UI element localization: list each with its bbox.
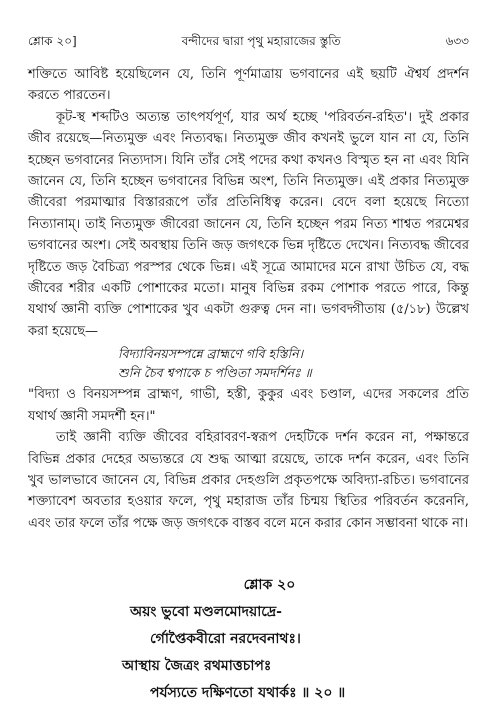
paragraph: কূট-স্থ শব্দটিও অত্যন্ত তাৎপর্যপূর্ণ, যার অর্থ হচ্ছে 'পরিবর্তন-রহিত'। দুই প্রকার জীব রয়েছে—নিত্যমুক্ত এবং নিত্যবদ্ধ। নিত্যমুক্ত জীব কখনই ভুলে যান না যে, তিনি হচ্ছেন ভগবানের নিত্যদাস। যিনি তাঁর সেই পদের কথা কখনও বিস্মৃত হন না এবং যিনি জানেন যে, তিনি হচ্ছেন ভগবানের বিভিন্ন অংশ, তিনি নিত্যমুক্ত। এই প্রকার নিত্যমুক্ত জীবেরা পরমাত্মার বিস্তাররূপে তাঁর প্রতিনিধিত্ব করেন। বেদে বলা হয়েছে নিত্যো নিত্যানাম্। তাই নিত্যমুক্ত জীবেরা জানেন যে, তিনি হচ্ছেন পরম নিত্য শাশ্বত পরমেশ্বর ভগবানের অংশ। সেই অবস্থায় তিনি জড় জগৎকে ভিন্ন দৃষ্টিতে দেখেন। নিত্যবদ্ধ জীবের দৃষ্টিতে জড় বৈচিত্র্য পরস্পর থেকে ভিন্ন। এই সূত্রে আমাদের মনে রাখা উচিত যে, বদ্ধ জীবের শরীর একটি পোশাকের মতো। মানুষ বিভিন্ন রকম পোশাক পরতে পারে, কিন্তু যথার্থ জ্ঞানী ব্যক্তি পোশাকের খুব একটা গুরুত্ব দেন না। ভগবদ্গীতায় (৫/১৮) উল্লেখ করা হয়েছে— [28,109,469,339]
quoted-verse [118,344,469,382]
sloka-title: শ্লোক ২০ [243,577,296,593]
verse-translation: "বিদ্যা ও বিনয়সম্পন্ন ব্রাহ্মণ, গাভী, হস্তী, কুকুর এবং চণ্ডাল, এদের সকলের প্রতি যথার্থ জ্ঞানী সমদর্শী হন।" [28,387,469,424]
purport-text [28,64,469,534]
header-chapter-title: বন্দীদের দ্বারা পৃথু মহারাজের স্তুতি [181,34,341,48]
header-verse-reference: শ্লোক ২০] [28,34,77,48]
sloka-block [0,572,499,707]
paragraph: তাই জ্ঞানী ব্যক্তি জীবের বহিরাবরণ-স্বরূপ দেহটিকে দর্শন করেন না, পক্ষান্তরে বিভিন্ন প্রকার দেহের অভ্যন্তরে যে শুদ্ধ আত্মা রয়েছে, তাকে দর্শন করেন, এবং তিনি খুব ভালভাবে জানেন যে, বিভিন্ন প্রকার দেহগুলি প্রকৃতপক্ষে অবিদ্যা-রচিত। ভগবানের শক্ত্যাবেশ অবতার হওয়ার ফলে, পৃথু মহারাজ তাঁর চিন্ময় স্থিতির পরিবর্তন করেননি, এবং তার ফলে তাঁর পক্ষে জড় জগৎকে বাস্তব বলে মনে করার কোন সম্ভাবনা থাকে না। [28,430,469,531]
sloka-line: আস্থায় জৈত্রং রথমাত্তচাপঃ [122,658,272,674]
page-number: ৬৩৩ [445,34,469,48]
verse-line: বিদ্যাবিনয়সম্পন্নে ব্রাহ্মণে গবি হস্তিনি। [118,346,304,362]
sloka-line: র্গোপ্তৈকবীরো নরদেবনাথঃ। [150,631,301,647]
verse-line: শুনি চৈব শ্বপাকে চ পণ্ডিতা সমদর্শিনঃ ॥ [118,365,312,381]
sloka-line: পর্যস্যতে দক্ষিণতো যথার্কঃ ॥ ২০ ॥ [150,685,346,701]
sloka-line: অয়ং ভুবো মণ্ডলমোদয়াদ্রে- [130,604,282,620]
running-header [28,34,469,48]
paragraph: শক্তিতে আবিষ্ট হয়েছিলেন যে, তিনি পূর্ণমাত্রায় ভগবানের এই ছয়টি ঐশ্বর্য প্রদর্শন করতে পারতেন। [28,67,469,104]
